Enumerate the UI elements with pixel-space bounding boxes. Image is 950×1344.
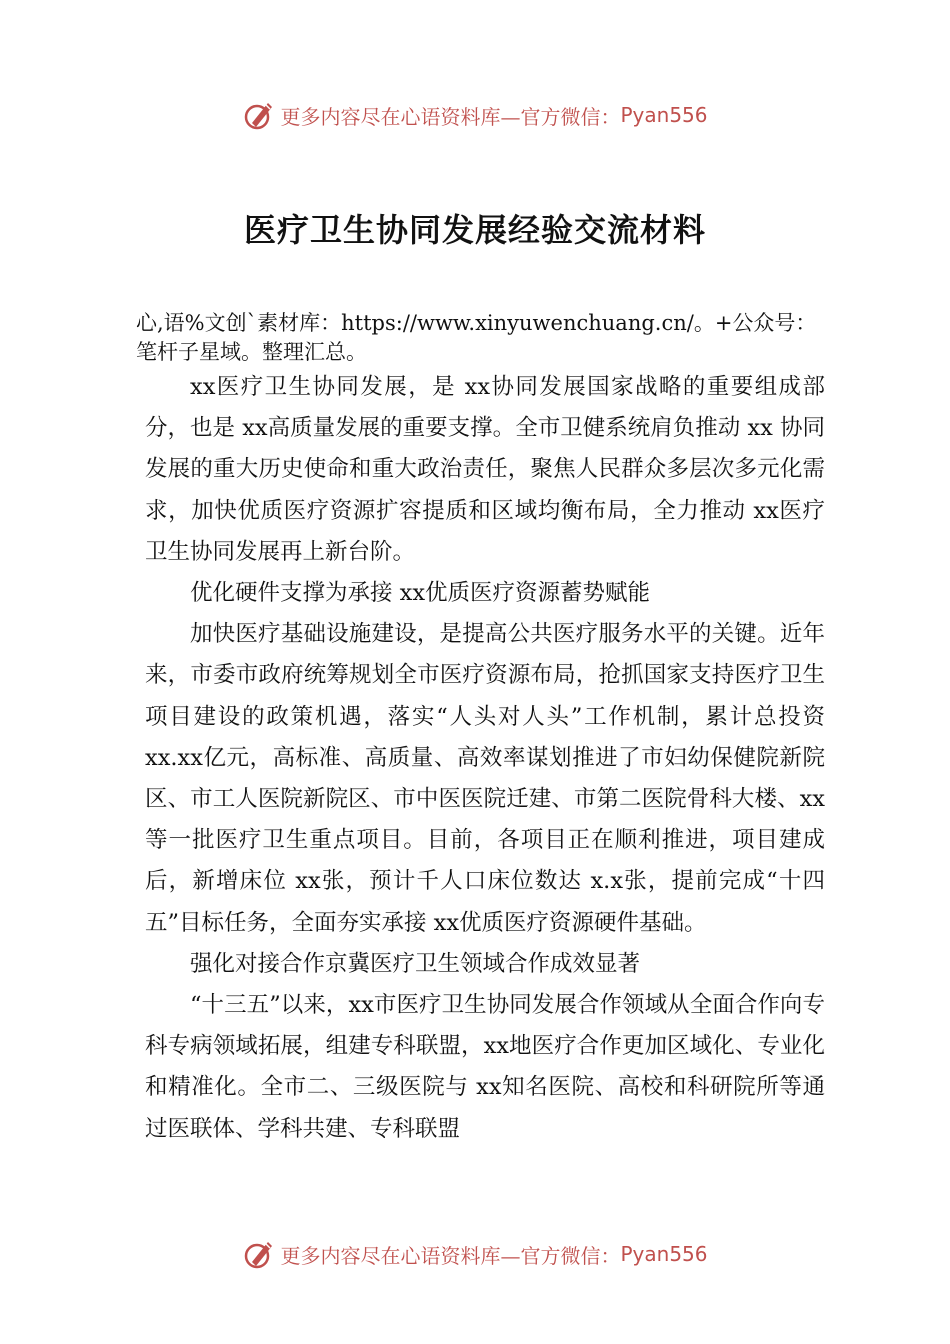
footer-banner xyxy=(0,1234,950,1274)
document-body xyxy=(145,367,825,1150)
paragraph-section-1: 加快医疗基础设施建设，是提高公共医疗服务水平的关键。近年来，市委市政府统筹规划全市医疗资源布局，抢抓国家支持医疗卫生项目建设的政策机遇，落实“人头对人头”工作机制，累计总投资 xx.xx亿元，高标准、高质量、高效率谋划推进了市妇幼保健院新院区、市工人医院新院区、市中医医院迁建、市第二医院骨科大楼、xx等一批医疗卫生重点项目。目前，各项目正在顺利推进，项目建成后，新增床位 xx张，预计千人口床位数达 x.x张，提前完成“十四五”目标任务，全面夯实承接 xx优质医疗资源硬件基础。 xyxy=(145,621,825,936)
pen-nib-logo-icon xyxy=(242,1236,278,1272)
section-heading-2: 强化对接合作京冀医疗卫生领域合作成效显著 xyxy=(190,950,641,977)
header-banner xyxy=(0,95,950,135)
source-note: 心,语%文创`素材库：https://www.xinyuwenchuang.cn/。+公众号：笔杆子星域。整理汇总。 xyxy=(136,311,817,364)
header-banner-account: Pyan556 xyxy=(620,103,708,127)
pen-nib-logo-icon xyxy=(242,97,278,133)
paragraph-section-2: “十三五”以来，xx市医疗卫生协同发展合作领域从全面合作向专科专病领域拓展，组建专科联盟，xx地医疗合作更加区域化、专业化和精准化。全市二、三级医院与 xx知名医院、高校和科研院所等通过医联体、学科共建、专科联盟 xyxy=(145,992,825,1142)
footer-banner-text: 更多内容尽在心语资料库—官方微信： xyxy=(280,1243,621,1268)
header-banner-text: 更多内容尽在心语资料库—官方微信： xyxy=(280,104,621,129)
paragraph-intro: xx医疗卫生协同发展，是 xx协同发展国家战略的重要组成部分，也是 xx高质量发展的重要支撑。全市卫健系统肩负推动 xx 协同发展的重大历史使命和重大政治责任，聚焦人民群众多层次多元化需求，加快优质医疗资源扩容提质和区域均衡布局，全力推动 xx医疗卫生协同发展再上新台阶。 xyxy=(145,374,825,565)
footer-banner-account: Pyan556 xyxy=(620,1242,708,1266)
section-heading-1: 优化硬件支撑为承接 xx优质医疗资源蓄势赋能 xyxy=(190,580,651,607)
document-title: 医疗卫生协同发展经验交流材料 xyxy=(243,211,706,249)
